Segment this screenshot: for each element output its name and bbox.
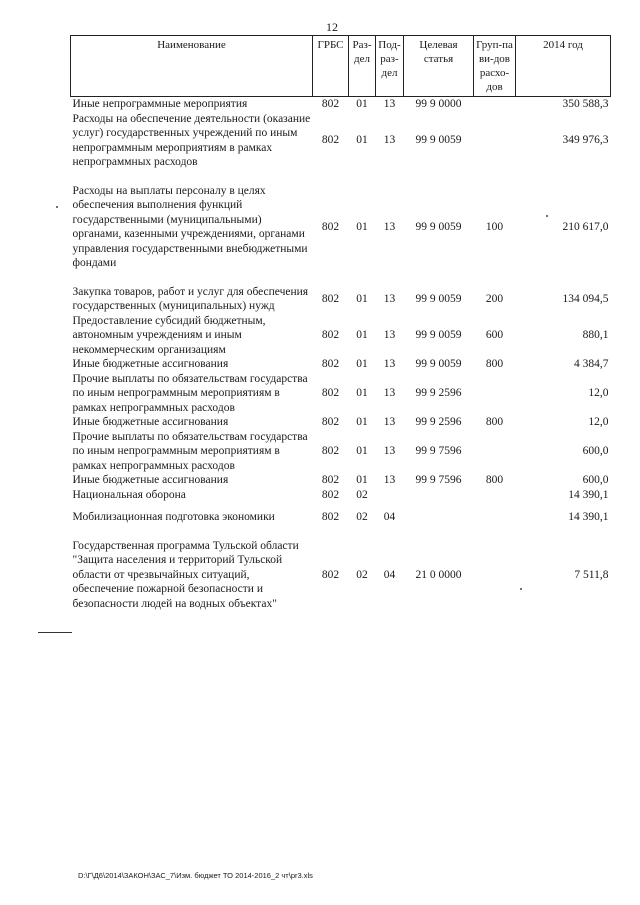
row-target xyxy=(404,510,474,525)
scan-speck xyxy=(520,588,522,590)
row-name: Закупка товаров, работ и услуг для обеспечения государственных (муниципальных) нужд xyxy=(72,285,309,312)
row-razdel: 01 xyxy=(356,358,368,370)
row-spacer xyxy=(71,170,611,184)
row-name: Прочие выплаты по обязательствам государства по иным непрограммным мероприятиям в рамках непрограммных расходов xyxy=(72,430,308,472)
file-path-footer: D:\Г\Д6\2014\ЗАКОН\ЗАС_7\Изм. бюджет ТО 2014-2016_2 чт\pr3.xls xyxy=(78,871,313,880)
row-amount: 134 094,5 xyxy=(562,292,609,305)
row-podrazdel: 13 xyxy=(383,416,396,428)
row-podrazdel: 13 xyxy=(383,98,396,110)
row-target: 99 9 0000 xyxy=(415,98,462,110)
row-grbs: 802 xyxy=(321,358,340,370)
header-grbs: ГРБС xyxy=(313,36,349,97)
row-podrazdel: 13 xyxy=(383,387,396,399)
row-name: Иные бюджетные ассигнования xyxy=(72,474,229,486)
row-group: 800 xyxy=(485,358,504,370)
row-grbs: 802 xyxy=(321,220,340,233)
row-name: Иные непрограммные мероприятия xyxy=(72,98,248,110)
row-grbs: 802 xyxy=(321,329,340,341)
row-group: 200 xyxy=(485,292,504,305)
row-target: 99 9 7596 xyxy=(415,445,462,457)
table-row xyxy=(71,473,611,488)
row-razdel: 01 xyxy=(356,292,368,305)
table-row xyxy=(71,184,611,271)
row-amount: 880,1 xyxy=(582,329,609,341)
row-group xyxy=(474,112,516,170)
row-name: Прочие выплаты по обязательствам государства по иным непрограммным мероприятиям в рамках непрограммных расходов xyxy=(72,372,308,414)
table-row xyxy=(71,430,611,474)
row-group xyxy=(474,510,516,525)
row-razdel: 02 xyxy=(356,488,368,501)
row-grbs: 802 xyxy=(321,568,340,581)
row-amount: 210 617,0 xyxy=(562,220,609,233)
row-razdel: 01 xyxy=(356,329,368,341)
row-group: 600 xyxy=(485,329,504,341)
row-amount: 14 390,1 xyxy=(568,488,609,501)
row-group xyxy=(474,488,516,503)
row-group: 100 xyxy=(485,220,504,233)
row-grbs: 802 xyxy=(321,488,340,501)
scan-speck xyxy=(56,206,58,208)
row-podrazdel: 04 xyxy=(383,511,396,523)
row-group xyxy=(474,430,516,474)
row-razdel: 01 xyxy=(356,220,368,233)
row-grbs: 802 xyxy=(321,134,340,147)
header-group: Груп-па ви-дов расхо-дов xyxy=(474,36,516,97)
table-row xyxy=(71,488,611,503)
row-target: 99 9 0059 xyxy=(415,220,462,233)
row-name: Мобилизационная подготовка экономики xyxy=(72,511,275,523)
row-podrazdel: 04 xyxy=(383,568,396,581)
row-amount: 12,0 xyxy=(588,387,609,399)
row-spacer xyxy=(71,525,611,539)
scan-speck xyxy=(546,215,548,217)
row-amount: 4 384,7 xyxy=(574,358,609,370)
row-amount: 349 976,3 xyxy=(562,134,609,147)
row-amount: 600,0 xyxy=(582,445,609,457)
row-group xyxy=(474,97,516,112)
row-razdel: 02 xyxy=(356,568,368,581)
table-header-row xyxy=(71,36,611,97)
header-podrazdel: Под-раз-дел xyxy=(376,36,404,97)
row-target: 99 9 7596 xyxy=(415,474,462,486)
row-target: 99 9 2596 xyxy=(415,416,462,428)
row-razdel: 02 xyxy=(356,511,368,523)
row-grbs: 802 xyxy=(321,445,340,457)
row-grbs: 802 xyxy=(321,98,340,110)
row-group xyxy=(474,539,516,612)
row-razdel: 01 xyxy=(356,98,368,110)
row-spacer xyxy=(71,271,611,285)
row-grbs: 802 xyxy=(321,387,340,399)
row-podrazdel: 13 xyxy=(383,134,396,147)
row-target: 99 9 0059 xyxy=(415,358,462,370)
row-podrazdel: 13 xyxy=(383,358,396,370)
row-name: Национальная оборона xyxy=(72,488,186,501)
row-amount: 350 588,3 xyxy=(562,98,609,110)
row-amount: 14 390,1 xyxy=(568,511,609,523)
row-razdel: 01 xyxy=(356,445,368,457)
row-target: 99 9 0059 xyxy=(415,134,462,147)
table-row xyxy=(71,415,611,430)
row-name: Расходы на выплаты персоналу в целях обеспечения выполнения функций государственными (муниципальными) органами, казенными учреждениями, органами управления государственными внебюджетными фондами xyxy=(72,184,308,269)
row-name: Расходы на обеспечение деятельности (оказание услуг) государственных учреждений по иным непрограммным мероприятиям в рамках непрограммных расходов xyxy=(72,112,311,168)
row-target xyxy=(404,488,474,503)
row-grbs: 802 xyxy=(321,474,340,486)
row-grbs: 802 xyxy=(321,416,340,428)
row-razdel: 01 xyxy=(356,416,368,428)
header-razdel: Раз-дел xyxy=(349,36,376,97)
row-podrazdel: 13 xyxy=(383,474,396,486)
table-row xyxy=(71,372,611,416)
table-row xyxy=(71,97,611,112)
row-amount: 600,0 xyxy=(582,474,609,486)
row-razdel: 01 xyxy=(356,134,368,147)
row-spacer xyxy=(71,502,611,510)
row-name: Иные бюджетные ассигнования xyxy=(72,416,229,428)
row-target: 99 9 2596 xyxy=(415,387,462,399)
row-target: 99 9 0059 xyxy=(415,292,462,305)
row-podrazdel: 13 xyxy=(383,329,396,341)
margin-dash-mark xyxy=(38,632,72,633)
row-target: 99 9 0059 xyxy=(415,329,462,341)
row-podrazdel: 13 xyxy=(383,220,396,233)
row-podrazdel xyxy=(376,488,404,503)
row-amount: 12,0 xyxy=(588,416,609,428)
row-grbs: 802 xyxy=(321,511,340,523)
row-group: 800 xyxy=(485,474,504,486)
table-row xyxy=(71,314,611,358)
page-number: 12 xyxy=(326,20,338,34)
row-group xyxy=(474,372,516,416)
row-podrazdel: 13 xyxy=(383,445,396,457)
row-razdel: 01 xyxy=(356,474,368,486)
table-row xyxy=(71,357,611,372)
row-group: 800 xyxy=(485,416,504,428)
row-name: Иные бюджетные ассигнования xyxy=(72,358,229,370)
header-target: Целевая статья xyxy=(404,36,474,97)
row-podrazdel: 13 xyxy=(383,292,396,305)
row-razdel: 01 xyxy=(356,387,368,399)
row-name: Государственная программа Тульской области "Защита населения и территорий Тульской области от чрезвычайных ситуаций, обеспечение пожарной безопасности и безопасности людей на водных объектах" xyxy=(72,539,299,610)
row-target: 21 0 0000 xyxy=(415,568,462,581)
table-row xyxy=(71,539,611,612)
budget-table xyxy=(70,35,611,611)
table-row xyxy=(71,510,611,525)
table-row xyxy=(71,285,611,314)
table-row xyxy=(71,112,611,170)
row-amount: 7 511,8 xyxy=(574,568,609,581)
row-grbs: 802 xyxy=(321,292,340,305)
row-name: Предоставление субсидий бюджетным, автономным учреждениям и иным некоммерческим организациям xyxy=(72,314,266,356)
header-name: Наименование xyxy=(71,36,313,97)
header-year: 2014 год xyxy=(516,36,611,97)
